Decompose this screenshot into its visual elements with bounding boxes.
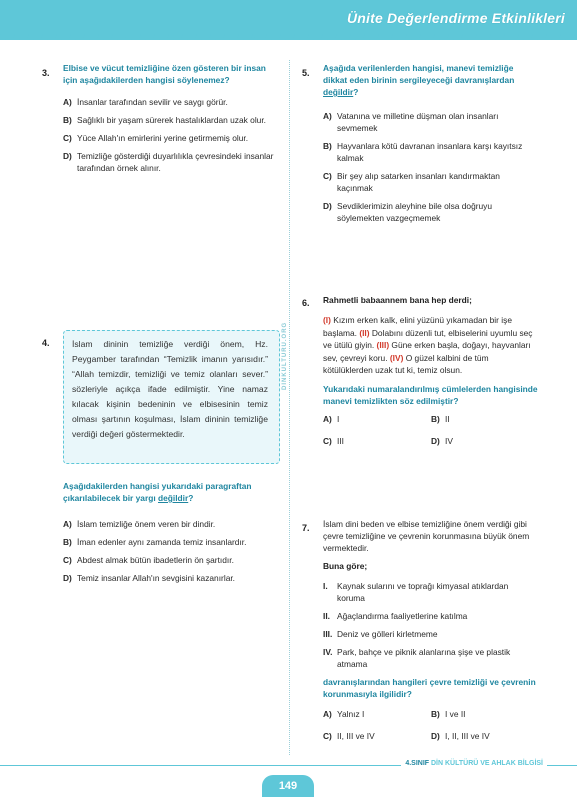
q4-option-b[interactable]: B) İman edenler aynı zamanda temiz insanlardır. <box>63 537 247 547</box>
q4-number: 4. <box>42 338 50 348</box>
q3-stem: Elbise ve vücut temizliğine özen gösteren bir insan için aşağıdakilerden hangisi söylenemez? <box>63 63 266 85</box>
q6-sentences: (I) Kızım erken kalk, elini yüzünü yıkamadan bir işe başlama. (II) Dolabını düzenli tut, elbiselerini uyumlu seç ve ütülü giyin. (III) Güne erken başla, doğayı, hayvanları sev, çevreyi koru. (IV) O güzel kalbini de tüm kötülüklerden uzak tut ki, temiz olsun. <box>323 315 533 375</box>
page-number: 149 <box>262 775 314 797</box>
q7-number: 7. <box>302 523 310 533</box>
q4-passage-box <box>63 330 280 464</box>
q7-item-1: I. Kaynak sularını ve toprağı kimyasal atıklardan koruma <box>323 581 509 603</box>
header-title: Ünite Değerlendirme Etkinlikleri <box>346 10 565 26</box>
q5-option-b[interactable]: B) Hayvanlara kötü davranan insanlara karşı kayıtsız kalmak <box>323 141 523 163</box>
q3-option-d[interactable]: D) Temizliğe gösterdiği duyarlılıkla çevresindeki insanlar tarafından örnek alınır. <box>63 151 274 173</box>
q7-lead: Buna göre; <box>323 561 368 571</box>
q4-stem: Aşağıdakilerden hangisi yukarıdaki paragraftan çıkarılabilecek bir yargı değildir? <box>63 481 252 503</box>
q6-option-d[interactable]: D) IV <box>431 435 453 446</box>
q3-option-b[interactable]: B) Sağlıklı bir yaşam sürerek hastalıklardan uzak olur. <box>63 115 266 125</box>
q7-option-a[interactable]: A) Yalnız I <box>323 709 365 719</box>
q6-number: 6. <box>302 298 310 308</box>
q5-option-a[interactable]: A) Vatanına ve milletine düşman olan insanları sevmemek <box>323 111 499 133</box>
column-divider <box>289 60 290 755</box>
q5-option-d[interactable]: D) Sevdiklerimizin aleyhine bile olsa doğruyu söylemekten vazgeçmemek <box>323 201 493 223</box>
question-7 <box>323 518 538 744</box>
q4-option-a[interactable]: A) İslam temizliğe önem veren bir dindir. <box>63 519 216 529</box>
q6-option-a[interactable]: A) I <box>323 413 340 424</box>
q7-option-c[interactable]: C) II, III ve IV <box>323 731 375 741</box>
q6-option-b[interactable]: B) II <box>431 413 450 424</box>
q7-item-4: IV. Park, bahçe ve piknik alanlarına şişe ve plastik atmama <box>323 647 511 669</box>
q7-item-3: III. Deniz ve gölleri kirletmeme <box>323 629 438 639</box>
q5-option-c[interactable]: C) Bir şey alıp satarken insanları kandırmaktan kaçınmak <box>323 171 500 193</box>
q6-stem: Yukarıdaki numaralandırılmış cümlelerden hangisinde manevi temizlikten söz edilmiştir? <box>323 383 538 406</box>
q3-number: 3. <box>42 68 50 78</box>
q5-number: 5. <box>302 68 310 78</box>
q7-option-b[interactable]: B) I ve II <box>431 709 466 719</box>
q4-option-c[interactable]: C) Abdest almak bütün ibadetlerin ön şartıdır. <box>63 555 234 565</box>
question-5 <box>323 62 538 224</box>
question-3 <box>63 62 278 174</box>
q7-intro: İslam dini beden ve elbise temizliğine önem verdiği gibi çevre temizliğine ve çevrenin korunmasına büyük önem vermektedir. <box>323 519 530 553</box>
question-4 <box>63 480 278 584</box>
question-6 <box>323 294 538 449</box>
footer-subject: 4.SINIF DİN KÜLTÜRÜ VE AHLAK BİLGİSİ <box>401 760 547 767</box>
q6-option-c[interactable]: C) III <box>323 435 344 446</box>
q5-stem: Aşağıda verilenlerden hangisi, manevi temizliğe dikkat eden birinin sergileyeceği davranışlardan değildir? <box>323 63 515 97</box>
q6-intro: Rahmetli babaannem bana hep derdi; <box>323 295 472 305</box>
header-scallop <box>0 32 577 48</box>
q4-passage: İslam dininin temizliğe verdiği önem, Hz. Peygamber tarafından “Temizlik imanın yarısıdır.” “Allah temizdir, temizliği ve temiz olanları sever.” sözleriyle açıkça ifade edilmiştir. Yine namaz kılacak kişinin bedeninin ve elbisesinin temiz olması şartının koşulması, İslam dininin temizliğe verdiği değeri göstermektedir. <box>72 339 268 439</box>
q7-option-d[interactable]: D) I, II, III ve IV <box>431 731 490 741</box>
q3-option-c[interactable]: C) Yüce Allah'ın emirlerini yerine getirmemiş olur. <box>63 133 249 143</box>
q4-option-d[interactable]: D) Temiz insanlar Allah'ın sevgisini kazanırlar. <box>63 573 236 583</box>
q7-item-2: II. Ağaçlandırma faaliyetlerine katılma <box>323 611 468 621</box>
q7-stem: davranışlarından hangileri çevre temizliği ve çevrenin korunmasıyla ilgilidir? <box>323 677 536 699</box>
side-watermark: DINKULTURU.ORG <box>282 321 288 390</box>
q3-option-a[interactable]: A) İnsanlar tarafından sevilir ve saygı görür. <box>63 97 228 107</box>
